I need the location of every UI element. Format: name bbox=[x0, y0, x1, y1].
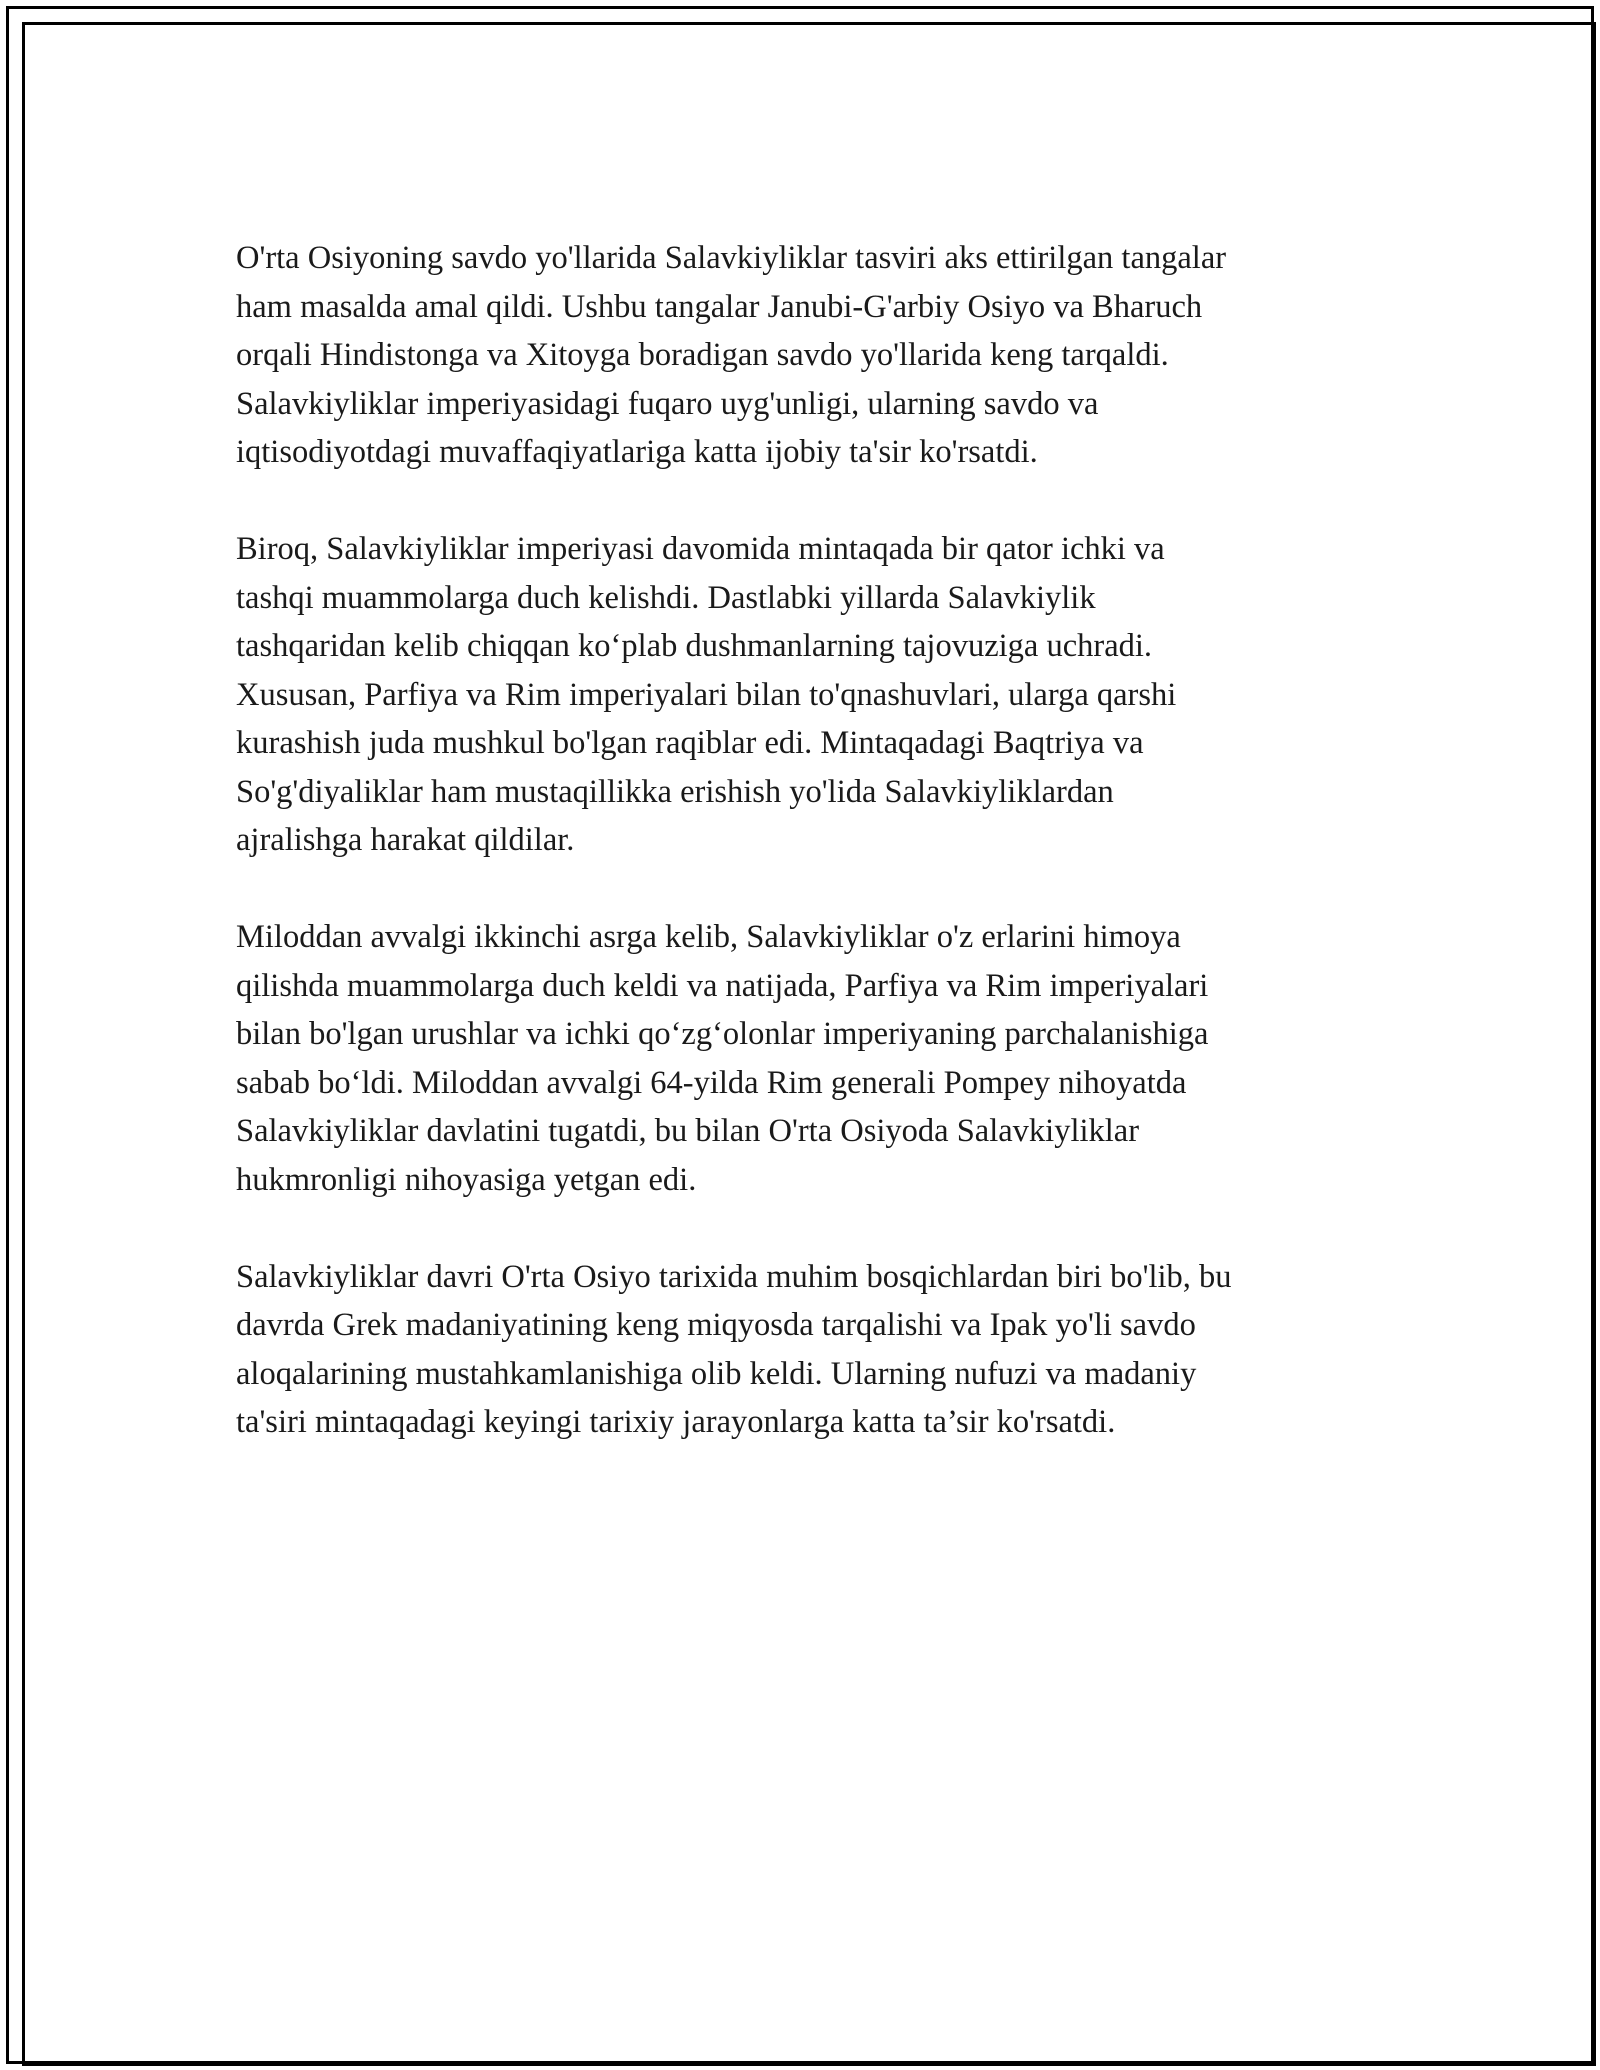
document-body bbox=[236, 234, 1386, 1495]
text-line: O'rta Osiyoning savdo yo'llarida Salavkiyliklar tasviri aks ettirilgan tangalar bbox=[236, 240, 1227, 276]
text-line: tashqaridan kelib chiqqan ko‘plab dushmanlarning tajovuziga uchradi. bbox=[236, 628, 1153, 664]
text-line: orqali Hindistonga va Xitoyga boradigan savdo yo'llarida keng tarqaldi. bbox=[236, 337, 1169, 373]
text-line: Salavkiyliklar imperiyasidagi fuqaro uyg'unligi, ularning savdo va bbox=[236, 385, 1099, 422]
text-line: ajralishga harakat qildilar. bbox=[236, 822, 575, 858]
text-line: Xususan, Parfiya va Rim imperiyalari bilan to'qnashuvlari, ularga qarshi bbox=[236, 676, 1177, 713]
text-line: Biroq, Salavkiyliklar imperiyasi davomida mintaqada bir qator ichki va bbox=[236, 531, 1165, 567]
text-line: iqtisodiyotdagi muvaffaqiyatlariga katta ijobiy ta'sir ko'rsatdi. bbox=[236, 434, 1038, 470]
text-line: ta'siri mintaqadagi keyingi tarixiy jarayonlarga katta ta’sir ko'rsatdi. bbox=[236, 1404, 1116, 1440]
text-line: ham masalda amal qildi. Ushbu tangalar Janubi-G'arbiy Osiyo va Bharuch bbox=[236, 288, 1203, 325]
paragraph-1 bbox=[236, 234, 1386, 477]
text-line: kurashish juda mushkul bo'lgan raqiblar edi. Mintaqadagi Baqtriya va bbox=[236, 725, 1144, 761]
text-line: Miloddan avvalgi ikkinchi asrga kelib, Salavkiyliklar o'z erlarini himoya bbox=[236, 919, 1181, 955]
text-line: qilishda muammolarga duch keldi va natijada, Parfiya va Rim imperiyalari bbox=[236, 967, 1209, 1004]
text-line: hukmronligi nihoyasiga yetgan edi. bbox=[236, 1161, 697, 1198]
text-line: sabab bo‘ldi. Miloddan avvalgi 64-yilda Rim generali Pompey nihoyatda bbox=[236, 1064, 1187, 1101]
text-line: aloqalarining mustahkamlanishiga olib keldi. Ularning nufuzi va madaniy bbox=[236, 1355, 1197, 1392]
text-line: tashqi muammolarga duch kelishdi. Dastlabki yillarda Salavkiylik bbox=[236, 579, 1096, 616]
paragraph-4 bbox=[236, 1253, 1386, 1447]
text-line: So'g'diyaliklar ham mustaqillikka erishish yo'lida Salavkiyliklardan bbox=[236, 773, 1114, 810]
paragraph-2 bbox=[236, 525, 1386, 865]
text-line: bilan bo'lgan urushlar va ichki qo‘zg‘olonlar imperiyaning parchalanishiga bbox=[236, 1016, 1209, 1052]
text-line: davrda Grek madaniyatining keng miqyosda tarqalishi va Ipak yo'li savdo bbox=[236, 1307, 1196, 1343]
paragraph-3 bbox=[236, 913, 1386, 1204]
text-line: Salavkiyliklar davlatini tugatdi, bu bilan O'rta Osiyoda Salavkiyliklar bbox=[236, 1113, 1140, 1149]
text-line: Salavkiyliklar davri O'rta Osiyo tarixida muhim bosqichlardan biri bo'lib, bu bbox=[236, 1258, 1232, 1295]
